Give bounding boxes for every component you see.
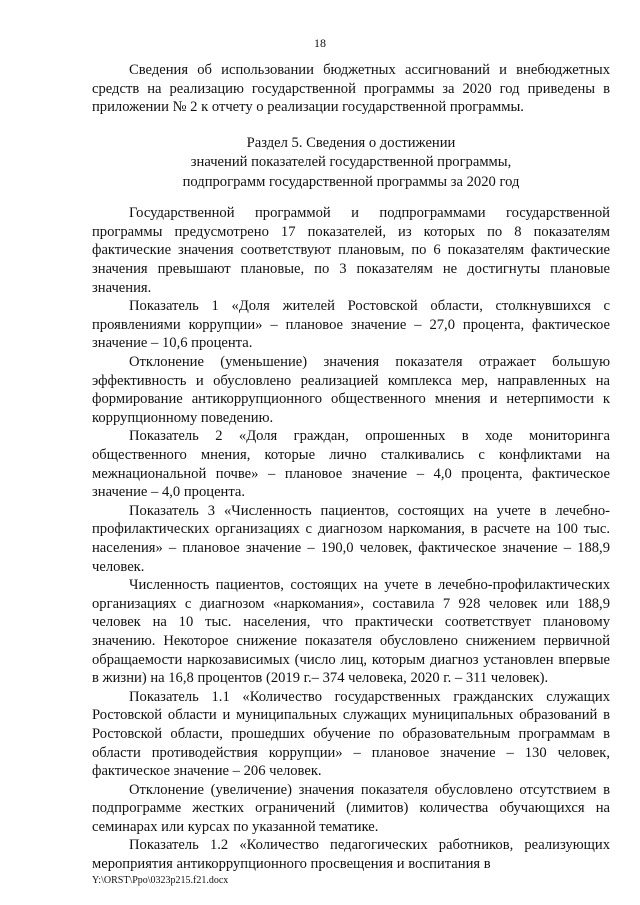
- footer-file-path: Y:\ORST\Ppo\0323p215.f21.docx: [92, 875, 229, 886]
- document-body: [92, 61, 610, 874]
- intro-paragraph: Сведения об использовании бюджетных ассигнований и внебюджетных средств на реализацию государственной программы за 2020 год приведены в приложении № 2 к отчету о реализации государственной программы.: [92, 62, 610, 116]
- section-heading: [92, 134, 610, 193]
- paragraph-indicator-1: Показатель 1 «Доля жителей Ростовской области, столкнувшихся с проявлениями коррупции» – плановое значение – 27,0 процента, фактическое значение – 10,6 процента.: [92, 298, 610, 352]
- section-heading-line-3: подпрограмм государственной программы за 2020 год: [182, 173, 520, 190]
- paragraph-indicators-summary: Государственной программой и подпрограммами государственной программы предусмотрено 17 показателей, из которых по 8 показателям фактические значения соответствуют плановым, по 6 показателям фактические значения превышают плановые, по 3 показателям не достигнуты плановые значения.: [92, 205, 610, 296]
- paragraph-indicator-1-1-deviation: Отклонение (увеличение) значения показателя обусловлено отсутствием в подпрограмме жестких ограничений (лимитов) количества обучающихся на семинарах или курсах по указанной тематике.: [92, 781, 610, 835]
- paragraph-indicator-1-2: Показатель 1.2 «Количество педагогических работников, реализующих мероприятия антикоррупционного просвещения и воспитания в: [92, 837, 610, 873]
- paragraph-indicator-3-explanation: Численность пациентов, состоящих на учете в лечебно-профилактических организациях с диагнозом «наркомания», составила 7 928 человек или 188,9 человек на 10 тыс. населения, что практически соответствует плановому значению. Некоторое снижение показателя обусловлено снижением первичной обращаемости наркозависимых (число лиц, которым диагноз установлен впервые в жизни) на 16,8 процентов (2019 г.– 374 человека, 2020 г. – 311 человек).: [92, 577, 610, 687]
- paragraph-indicator-1-deviation: Отклонение (уменьшение) значения показателя отражает большую эффективность и обусловлено реализацией комплекса мер, направленных на формирование антикоррупционного общественного мнения и нетерпимости к коррупционному поведению.: [92, 354, 610, 426]
- paragraph-indicator-2: Показатель 2 «Доля граждан, опрошенных в ходе мониторинга общественного мнения, которые лично сталкивались с конфликтами на межнациональной почве» – плановое значение – 4,0 процента, фактическое значение – 4,0 процента.: [92, 428, 610, 501]
- paragraph-indicator-3: Показатель 3 «Численность пациентов, состоящих на учете в лечебно-профилактических организациях с диагнозом наркомания, в расчете на 100 тыс. населения» – плановое значение – 190,0 человек, фактическое значение – 188,9 человек.: [92, 502, 610, 575]
- paragraph-indicator-1-1: Показатель 1.1 «Количество государственных гражданских служащих Ростовской области и муниципальных служащих муниципальных образований в Ростовской области, прошедших обучение по образовательным программам в области противодействия коррупции» – плановое значение – 130 человек, фактическое значение – 206 человек.: [92, 688, 610, 780]
- page-number: 18: [314, 36, 326, 50]
- section-heading-line-2: значений показателей государственной программы,: [190, 154, 512, 171]
- section-heading-line-1: Раздел 5. Сведения о достижении: [246, 134, 456, 151]
